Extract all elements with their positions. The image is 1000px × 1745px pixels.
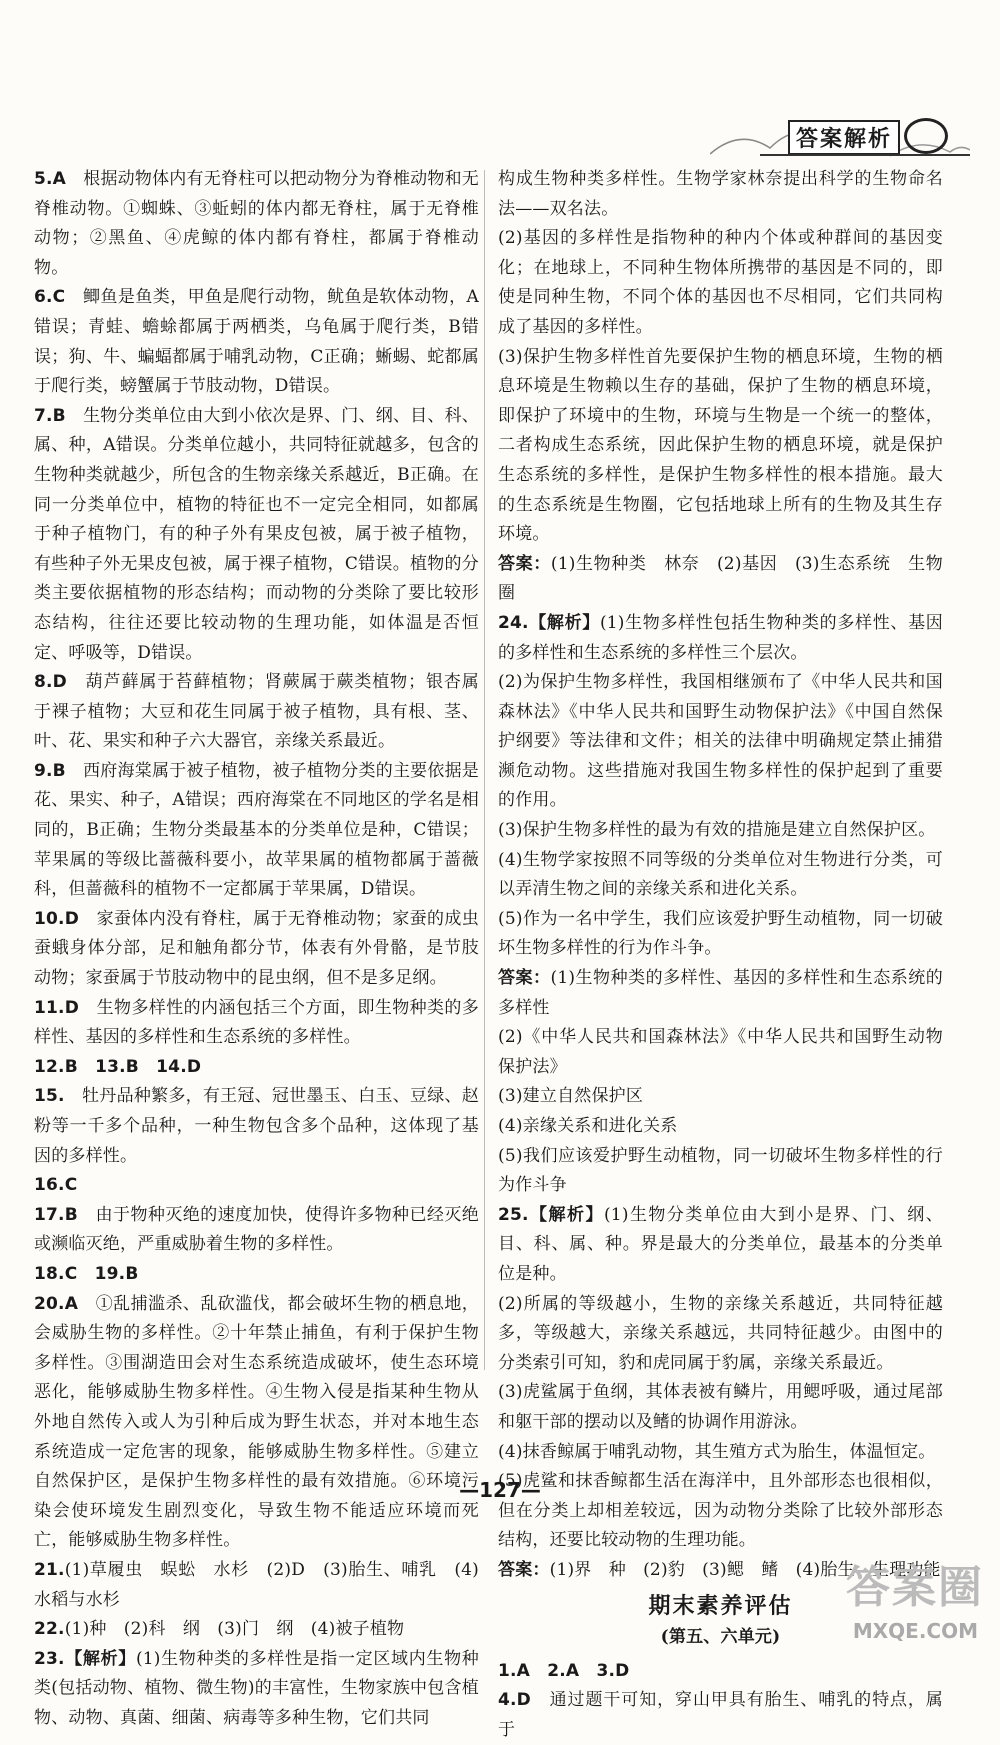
item-text: 13.B 14.D <box>95 1056 202 1077</box>
answer-item <box>34 905 479 994</box>
answer-item <box>34 1556 479 1615</box>
item-text: 生物多样性的内涵包括三个方面，即生物种类的多样性、基因的多样性和生态系统的多样性。 <box>34 997 480 1048</box>
answer-text: (1)界 种 (2)豹 (3)鳃 鳍 (4)胎生 生理功能 <box>549 1559 941 1580</box>
item-text: 通过题干可知，穿山甲具有胎生、哺乳的特点，属于 <box>498 1690 944 1740</box>
item-number: 8.D <box>34 672 67 693</box>
explanation-paragraph: (3)虎鲨属于鱼纲，其体表被有鳞片，用鳃呼吸，通过尾部和躯干部的摆动以及鳍的协调作用游泳。 <box>498 1382 943 1432</box>
answer-line: (2)《中华人民共和国森林法》《中华人民共和国野生动物保护法》 <box>498 1027 943 1077</box>
answer-item <box>34 1260 479 1290</box>
answer-item <box>34 165 479 283</box>
watermark-url: MXQE.COM <box>852 1619 978 1643</box>
item-number: 16.C <box>34 1175 78 1196</box>
item-text: 生物分类单位由大到小依次是界、门、纲、目、科、属、种，A错误。分类单位越小，共同特征就越多，包含的生物种类就越少，所包含的生物亲缘关系越近，B正确。在同一分类单位中，植物的特征也不一定完全相同，如都属于种子植物门，有的种子外有果皮包被，属于被子植物，有些种子外无果皮包被，属于裸子植物，C错误。植物的分类主要依据植物的形态结构；而动物的分类除了要比较形态结构，往往还要比较动物的生理功能，如体温是否恒定、呼吸等，D错误。 <box>34 405 479 663</box>
item-text: 牡丹品种繁多，有王冠、冠世墨玉、白玉、豆绿、赵粉等一千多个品种，一种生物包含多个品种，这体现了基因的多样性。 <box>34 1086 479 1166</box>
answer-item <box>34 283 479 401</box>
item-number: 20.A <box>34 1293 79 1314</box>
answer-line <box>498 550 943 609</box>
item-number: 21. <box>34 1559 65 1580</box>
answer-text: (1)生物种类 林奈 (2)基因 (3)生态系统 生物圈 <box>498 553 943 604</box>
item-text: 鲫鱼是鱼类，甲鱼是爬行动物，鱿鱼是软体动物，A错误；青蛙、蟾蜍都属于两栖类，乌龟属于爬行类，B错误；狗、牛、蝙蝠都属于哺乳动物，C正确；蜥蜴、蛇都属于爬行类，螃蟹属于节肢动物，D错误。 <box>34 287 479 397</box>
answer-line: (5)我们应该爱护野生动植物，同一切破坏生物多样性的行为作斗争 <box>498 1145 943 1196</box>
answer-item <box>498 1201 943 1290</box>
answer-item <box>34 1201 479 1260</box>
answer-line: (4)亲缘关系和进化关系 <box>498 1116 678 1136</box>
answer-item <box>34 402 479 668</box>
item-number: 6.C <box>34 287 66 308</box>
section-title: 期末素养评估 <box>648 1593 793 1619</box>
item-text: (1)生物种类的多样性是指一定区域内生物种类(包括动物、植物、微生物)的丰富性，生物家族中包含植物、动物、真菌、细菌、病毒等多种生物，它们共同 <box>34 1648 480 1728</box>
item-text: 19.B <box>94 1263 139 1284</box>
right-column <box>498 165 943 1745</box>
answer-item <box>34 668 479 757</box>
item-number: 15. <box>34 1086 65 1107</box>
explanation-paragraph: 构成生物种类多样性。生物学家林奈提出科学的生物命名法——双名法。 <box>498 169 943 219</box>
item-number: 9.B <box>34 760 66 781</box>
item-number: 24.【解析】 <box>498 612 600 633</box>
item-text: 葫芦藓属于苔藓植物；肾蕨属于蕨类植物；银杏属于裸子植物；大豆和花生同属于被子植物，具有根、茎、叶、花、果实和种子六大器官，亲缘关系最近。 <box>34 672 480 752</box>
answer-label: 答案： <box>498 968 551 989</box>
item-number: 18.C <box>34 1263 78 1284</box>
watermark-logo: 答案圈 <box>846 1562 984 1613</box>
item-number: 22. <box>34 1619 65 1640</box>
page-number: —127— <box>459 1478 541 1502</box>
item-text: 2.A 3.D <box>547 1660 630 1681</box>
answer-item <box>34 1615 479 1645</box>
answer-item <box>34 1053 479 1083</box>
item-number: 1.A <box>498 1660 531 1681</box>
explanation-paragraph: (3)保护生物多样性首先要保护生物的栖息环境，生物的栖息环境是生物赖以生存的基础，保护了生物的栖息环境，即保护了环境中的生物，环境与生物是一个统一的整体，二者构成生态系统，因此保护生物的栖息环境，就是保护生态系统的多样性，是保护生物多样性的根本措施。最大的生态系统是生物圈，它包括地球上所有的生物及其生存环境。 <box>498 346 943 545</box>
item-text: 家蚕体内没有脊柱，属于无脊椎动物；家蚕的成虫蚕蛾身体分部，足和触角都分节，体表有外骨骼，是节肢动物；家蚕属于节肢动物中的昆虫纲，但不是多足纲。 <box>34 908 480 989</box>
answer-item <box>498 1686 943 1745</box>
explanation-paragraph: (2)基因的多样性是指物种的种内个体或种群间的基因变化；在地球上，不同种生物体所携带的基因是不同的，即使是同种生物，不同个体的基因也不尽相同，它们共同构成了基因的多样性。 <box>498 228 943 337</box>
answer-text: (1)生物种类的多样性、基因的多样性和生态系统的多样性 <box>498 968 943 1018</box>
item-number: 10.D <box>34 908 80 929</box>
answer-line <box>498 964 943 1023</box>
answer-item <box>34 994 479 1053</box>
item-text: (1)草履虫 蜈蚣 水杉 (2)D (3)胎生、哺乳 (4)水稻与水杉 <box>34 1559 479 1610</box>
item-number: 25.【解析】 <box>498 1204 604 1225</box>
item-text: (1)生物分类单位由大到小是界、门、纲、目、科、属、种。界是最大的分类单位，最基本的分类单位是种。 <box>498 1204 943 1284</box>
explanation-paragraph: (4)生物学家按照不同等级的分类单位对生物进行分类，可以弄清生物之间的亲缘关系和进化关系。 <box>498 849 943 900</box>
answer-item <box>498 609 943 668</box>
item-text: 根据动物体内有无脊柱可以把动物分为脊椎动物和无脊椎动物。①蜘蛛、③蚯蚓的体内都无脊柱，属于无脊椎动物；②黑鱼、④虎鲸的体内都有脊柱，都属于脊椎动物。 <box>34 169 479 278</box>
item-text: (1)生物多样性包括生物种类的多样性、基因的多样性和生态系统的多样性三个层次。 <box>498 612 944 663</box>
item-text: 由于物种灭绝的速度加快，使得许多物种已经灭绝或濒临灭绝，严重威胁着生物的多样性。 <box>34 1204 479 1255</box>
explanation-paragraph: (3)保护生物多样性的最为有效的措施是建立自然保护区。 <box>498 820 936 841</box>
answer-item <box>34 1645 479 1734</box>
answer-item <box>34 1171 479 1201</box>
answer-line: (3)建立自然保护区 <box>498 1086 644 1107</box>
section-header-label: 答案解析 <box>788 120 900 155</box>
column-divider <box>484 170 485 1370</box>
item-number: 23.【解析】 <box>34 1648 136 1669</box>
explanation-paragraph: (5)虎鲨和抹香鲸都生活在海洋中，且外部形态也很相似，但在分类上却相差较远，因为动物分类除了比较外部形态结构，还要比较动物的生理功能。 <box>498 1471 943 1551</box>
item-text: ①乱捕滥杀、乱砍滥伐，都会破坏生物的栖息地，会威胁生物的多样性。②十年禁止捕鱼，有利于保护生物多样性。③围湖造田会对生态系统造成破坏，使生态环境恶化，能够威胁生物多样性。④生物入侵是指某种生物从外地自然传入或人为引种后成为野生状态，并对本地生态系统造成一定危害的现象，能够威胁生物多样性。⑤建立自然保护区，是保护生物多样性的最有效措施。⑥环境污染会使环境发生剧烈变化，导致生物不能适应环境而死亡，能够威胁生物多样性。 <box>34 1293 479 1551</box>
item-text: 西府海棠属于被子植物，被子植物分类的主要依据是花、果实、种子，A错误；西府海棠在不同地区的学名是相同的，B正确；生物分类最基本的分类单位是种，C错误；苹果属的等级比蔷薇科要小，故苹果属的植物都属于蔷薇科，但蔷薇科的植物不一定都属于苹果属，D错误。 <box>34 760 479 900</box>
answer-item <box>34 1290 479 1556</box>
answer-item <box>34 757 479 905</box>
section-subtitle: (第五、六单元) <box>660 1627 781 1648</box>
header-rule <box>760 154 970 156</box>
item-number: 17.B <box>34 1204 78 1225</box>
item-number: 4.D <box>498 1690 531 1711</box>
answer-label: 答案： <box>498 553 551 574</box>
explanation-paragraph: (2)为保护生物多样性，我国相继颁布了《中华人民共和国森林法》《中华人民共和国野生动物保护法》《中国自然保护纲要》等法律和文件；相关的法律中明确规定禁止捕猎濒危动物。这些措施对我国生物多样性的保护起到了重要的作用。 <box>498 672 943 811</box>
answer-item <box>498 1657 943 1687</box>
item-text: (1)种 (2)科 纲 (3)门 纲 (4)被子植物 <box>64 1619 405 1640</box>
explanation-paragraph: (4)抹香鲸属于哺乳动物，其生殖方式为胎生，体温恒定。 <box>498 1441 936 1462</box>
item-number: 7.B <box>34 405 66 426</box>
item-number: 5.A <box>34 169 67 189</box>
explanation-paragraph: (2)所属的等级越小，生物的亲缘关系越近，共同特征越多，等级越大，亲缘关系越远，共同特征越少。由图中的分类索引可知，豹和虎同属于豹属，亲缘关系最近。 <box>498 1293 943 1373</box>
logo-icon <box>904 118 948 154</box>
answer-label: 答案： <box>498 1559 550 1580</box>
explanation-paragraph: (5)作为一名中学生，我们应该爱护野生动植物，同一切破坏生物多样性的行为作斗争。 <box>498 908 943 959</box>
answer-item <box>34 1082 479 1171</box>
item-number: 11.D <box>34 997 80 1018</box>
item-number: 12.B <box>34 1056 78 1077</box>
